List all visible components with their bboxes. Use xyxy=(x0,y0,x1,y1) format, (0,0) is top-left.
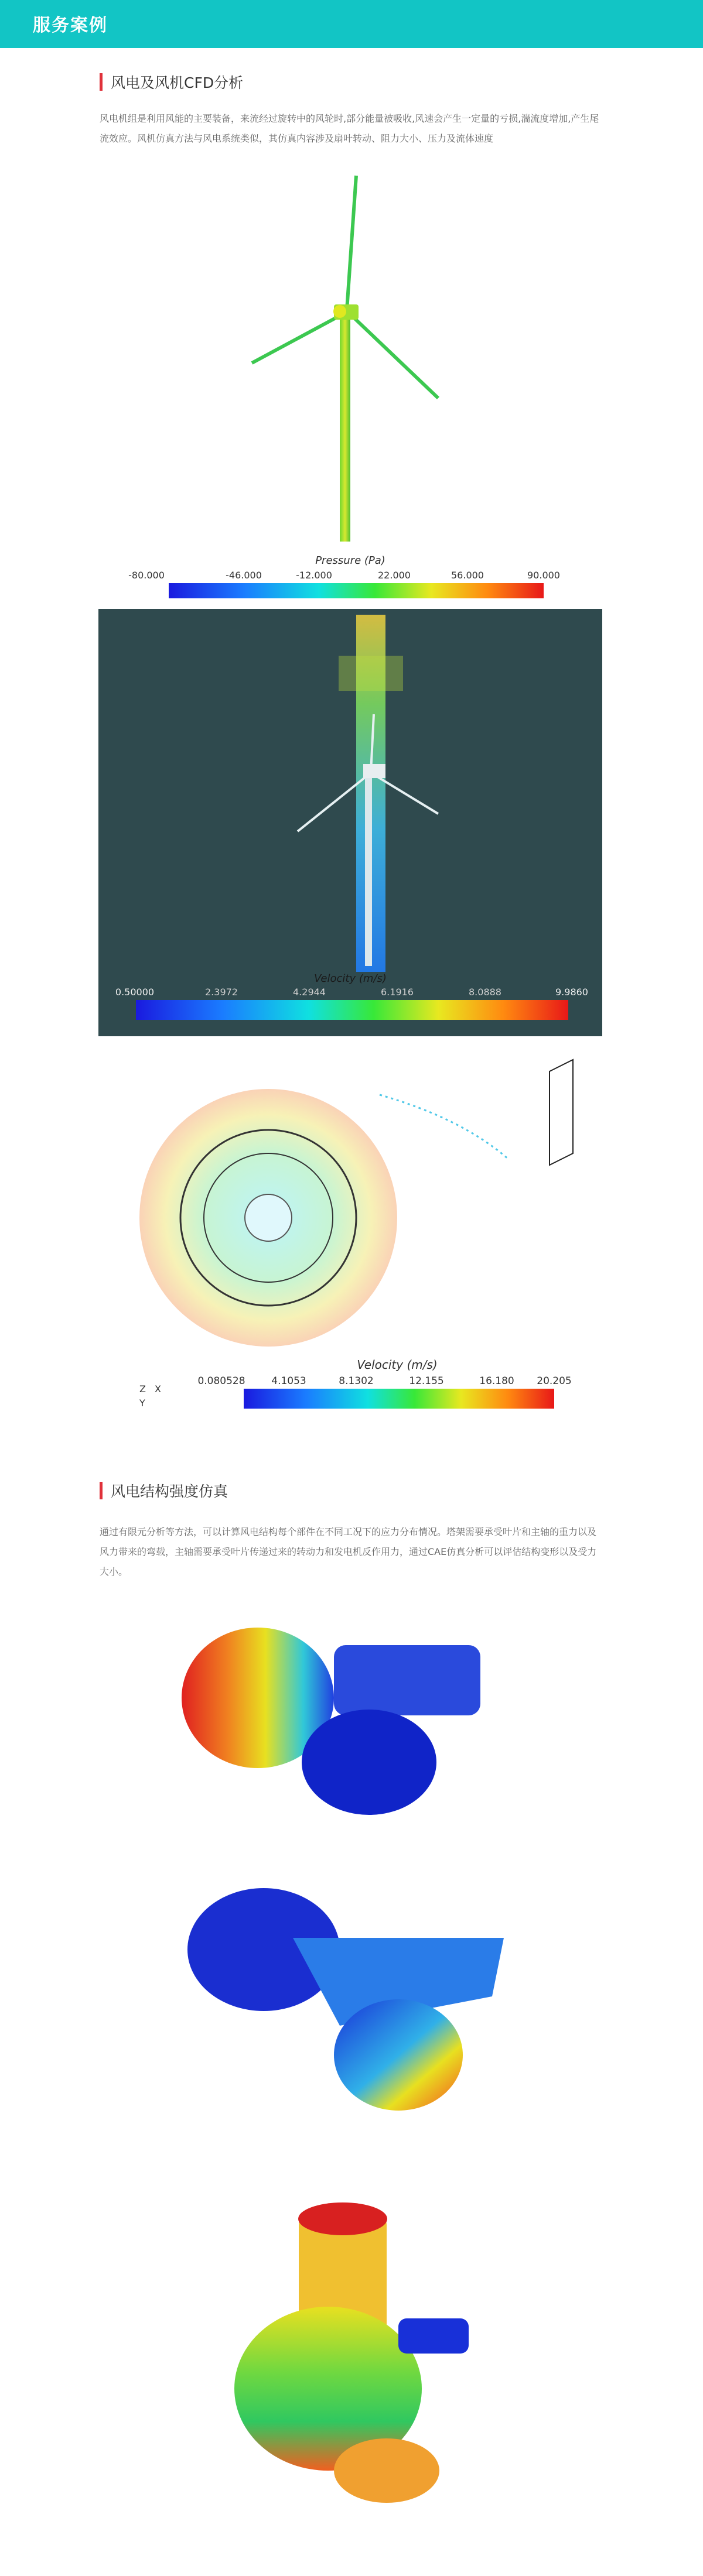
header-banner xyxy=(0,0,703,48)
accent-bar xyxy=(100,73,103,91)
scale-tick: 22.000 xyxy=(378,570,411,581)
section-paragraph-cfd: 风电机组是利用风能的主要装备，来流经过旋转中的风轮时,部分能量被吸收,风速会产生一定量的亏损,湍流度增加,产生尾流效应。风机仿真方法与风电系统类似，其仿真内容涉及扇叶转动、阻力大小、压力及流体速度 xyxy=(100,113,599,144)
scale-tick: 9.9860 xyxy=(555,986,588,998)
velocity-vector-figure xyxy=(98,609,602,1036)
pressure-contour-figure xyxy=(98,164,602,608)
section-paragraph-structure: 通过有限元分析等方法，可以计算风电结构每个部件在不同工况下的应力分布情况。塔架需要承受叶片和主轴的重力以及风力带来的弯载，主轴需要承受叶片传递过来的转动力和发电机反作用力，通过CAE仿真分析可以评估结构变形以及受力大小。 xyxy=(100,1526,597,1577)
scale-tick: 16.180 xyxy=(479,1375,514,1387)
scale-tick: 8.1302 xyxy=(339,1375,374,1387)
scale-tick: 8.0888 xyxy=(469,986,501,998)
scale-tick: 56.000 xyxy=(451,570,484,581)
scale-tick: 0.080528 xyxy=(197,1375,245,1387)
axis-x-label: X xyxy=(155,1383,161,1395)
scale-tick: -46.000 xyxy=(226,570,262,581)
scale-tick: 90.000 xyxy=(527,570,560,581)
scale-tick: 0.50000 xyxy=(115,986,155,998)
scale-tick: 6.1916 xyxy=(381,986,414,998)
frame-stress-figure xyxy=(176,1873,527,2119)
section-title-cfd: 风电及风机CFD分析 xyxy=(111,74,244,91)
scale-tick: -12.000 xyxy=(296,570,332,581)
section-title-structure: 风电结构强度仿真 xyxy=(111,1483,228,1500)
scale-tick: 20.205 xyxy=(537,1375,572,1387)
axis-z-label: Z xyxy=(139,1383,146,1395)
scale-tick: 2.3972 xyxy=(205,986,238,998)
scale-tick: 4.2944 xyxy=(293,986,326,998)
section-heading-cfd xyxy=(100,71,243,93)
scale-title: Pressure (Pa) xyxy=(315,554,385,567)
scale-tick: -80.000 xyxy=(128,570,165,581)
section-heading-structure xyxy=(100,1480,228,1501)
joint-stress-figure xyxy=(211,2201,492,2517)
scale-title: Velocity (m/s) xyxy=(314,972,387,985)
page-title: 服务案例 xyxy=(33,15,108,36)
scale-tick: 4.1053 xyxy=(271,1375,306,1387)
hub-stress-figure xyxy=(176,1616,527,1827)
axis-y-label: Y xyxy=(139,1397,145,1409)
accent-bar xyxy=(100,1482,103,1499)
rotor-velocity-figure xyxy=(98,1048,602,1411)
scale-tick: 12.155 xyxy=(409,1375,444,1387)
scale-title: Velocity (m/s) xyxy=(357,1358,438,1372)
